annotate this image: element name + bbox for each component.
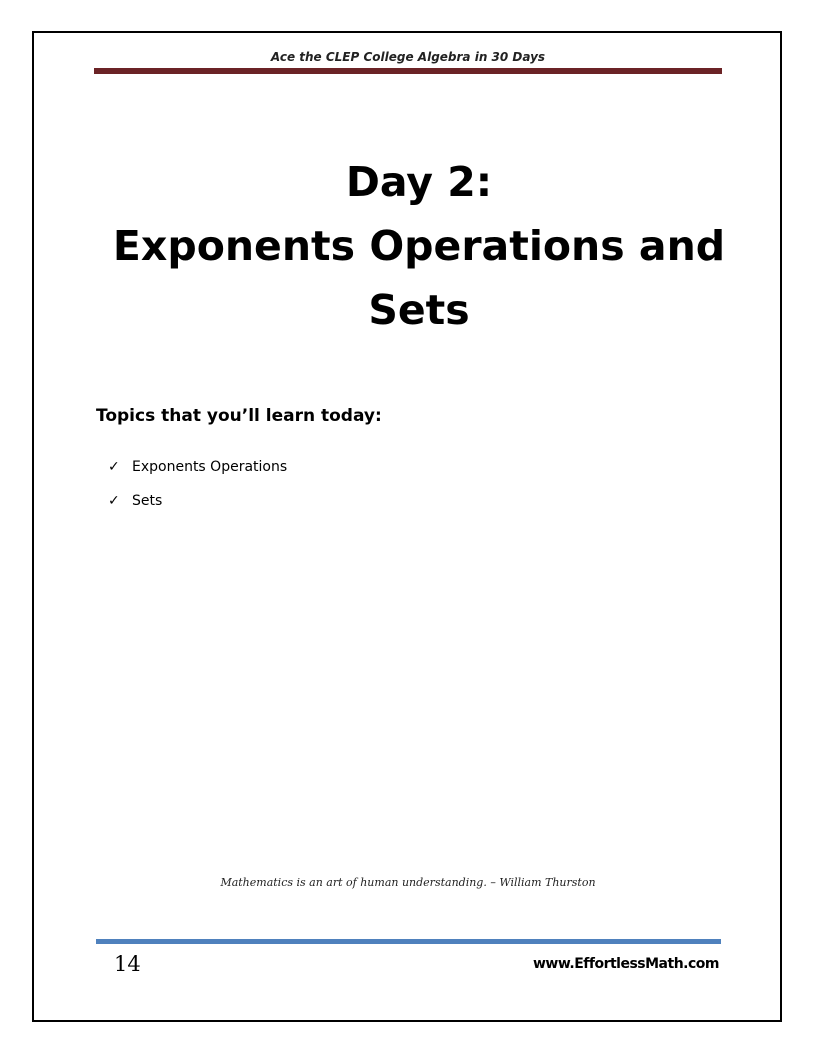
chapter-title-line-2: Exponents Operations and [112,222,726,270]
page-number: 14 [114,952,141,976]
topic-label: Sets [132,493,163,509]
chapter-title-line-1: Day 2: [345,158,493,206]
topic-label: Exponents Operations [132,459,288,475]
chapter-title [94,150,744,342]
chapter-title-line-3: Sets [368,286,470,334]
topics-heading: Topics that you’ll learn today: [96,406,382,426]
footer-rule [96,939,721,944]
topics-list [108,450,287,518]
site-url: www.EffortlessMath.com [532,956,719,972]
list-item [108,450,287,484]
check-icon: ✓ [108,459,120,475]
check-icon: ✓ [108,493,120,509]
running-header: Ace the CLEP College Algebra in 30 Days [270,50,546,64]
list-item [108,484,287,518]
header-rule [94,68,722,74]
footer-quote: Mathematics is an art of human understanding. – William Thurston [220,876,596,889]
